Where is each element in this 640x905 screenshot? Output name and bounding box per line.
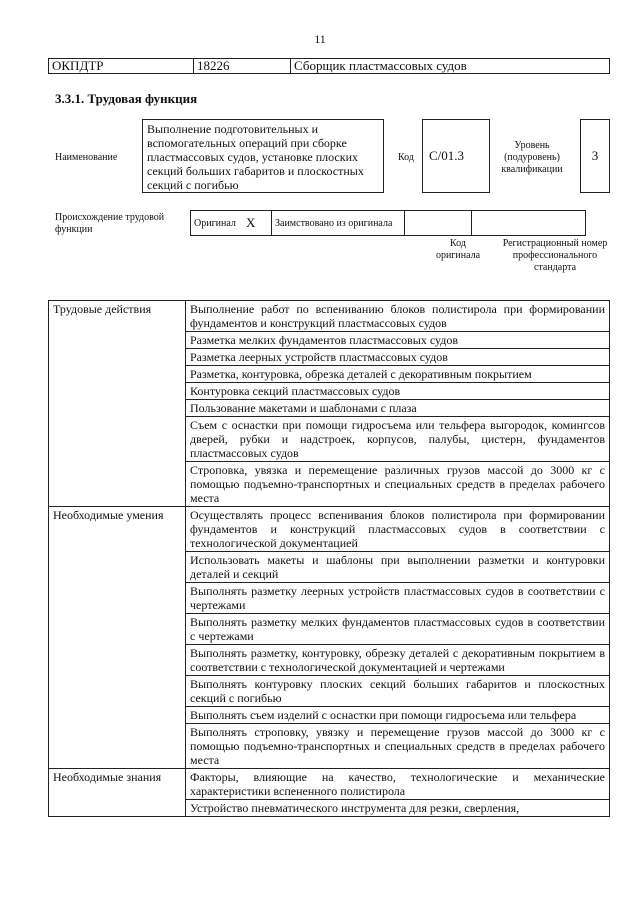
row-item: Разметка, контуровка, обрезка деталей с декоративным покрытием xyxy=(186,366,610,383)
row-item: Использовать макеты и шаблоны при выполнении разметки и контуровки деталей и секций xyxy=(186,552,610,583)
row-item: Съем с оснастки при помощи гидросъема или тельфера выгородок, комингсов дверей, рубки и надстроек, корпусов, палубы, цистерн, фундаментов пластмассовых судов xyxy=(186,417,610,462)
row-item: Выполнять разметку мелких фундаментов пластмассовых судов в соответствии с чертежами xyxy=(186,614,610,645)
kod-value: C/01.3 xyxy=(422,119,490,193)
naimenovanie-label: Наименование xyxy=(55,152,118,163)
okpdtr-table xyxy=(48,58,610,74)
row-item: Выполнять съем изделий с оснастки при помощи гидросъема или тельфера xyxy=(186,707,610,724)
table-row xyxy=(49,507,610,552)
row-item: Осуществлять процесс вспенивания блоков полистирола при формировании фундаментов и конструкций пластмассовых судов в соответствии с технологической документацией xyxy=(186,507,610,552)
row-category: Необходимые знания xyxy=(49,769,186,817)
origin-table xyxy=(190,210,586,236)
row-category: Трудовые действия xyxy=(49,301,186,507)
original-label: Оригинал xyxy=(191,211,244,236)
table-row xyxy=(49,301,610,332)
borrowed-label: Заимствовано из оригинала xyxy=(272,211,405,236)
okpdtr-label: ОКПДТР xyxy=(49,59,194,74)
reg-number-cell xyxy=(472,211,586,236)
row-item: Разметка леерных устройств пластмассовых судов xyxy=(186,349,610,366)
row-item: Выполнять разметку леерных устройств пластмассовых судов в соответствии с чертежами xyxy=(186,583,610,614)
kod-original-label: Код оригинала xyxy=(435,238,481,261)
okpdtr-title: Сборщик пластмассовых судов xyxy=(291,59,610,74)
section-title: 3.3.1. Трудовая функция xyxy=(55,91,198,106)
level-value: 3 xyxy=(580,119,610,193)
level-label: Уровень (подуровень) квалификации xyxy=(501,140,563,175)
row-item: Факторы, влияющие на качество, технологические и механические характеристики вспененного полистирола xyxy=(186,769,610,800)
page-number: 11 xyxy=(314,32,326,46)
naimenovanie-value: Выполнение подготовительных и вспомогательных операций при сборке пластмассовых судов, установке плоских секций больших габаритов и плоскостных секций с погибью xyxy=(142,119,384,193)
row-item: Контуровка секций пластмассовых судов xyxy=(186,383,610,400)
okpdtr-code: 18226 xyxy=(194,59,291,74)
origin-label: Происхождение трудовой функции xyxy=(55,212,165,235)
reg-number-label: Регистрационный номер профессионального стандарта xyxy=(502,238,608,273)
row-item: Выполнять контуровку плоских секций больших габаритов и плоскостных секций с погибью xyxy=(186,676,610,707)
row-item: Разметка мелких фундаментов пластмассовых судов xyxy=(186,332,610,349)
row-item: Пользование макетами и шаблонами с плаза xyxy=(186,400,610,417)
table-row xyxy=(49,769,610,800)
kod-original-cell xyxy=(405,211,472,236)
kod-label: Код xyxy=(398,152,414,163)
original-mark: X xyxy=(243,211,272,236)
row-category: Необходимые умения xyxy=(49,507,186,769)
row-item: Выполнять разметку, контуровку, обрезку деталей с декоративным покрытием в соответствии с технологической документацией и чертежами xyxy=(186,645,610,676)
function-table xyxy=(48,300,610,817)
row-item: Устройство пневматического инструмента для резки, сверления, xyxy=(186,800,610,817)
row-item: Выполнять строповку, увязку и перемещение грузов массой до 3000 кг с помощью подъемно-транспортных и специальных средств в пределах рабочего места xyxy=(186,724,610,769)
row-item: Выполнение работ по вспениванию блоков полистирола при формировании фундаментов и конструкций пластмассовых судов xyxy=(186,301,610,332)
row-item: Строповка, увязка и перемещение различных грузов массой до 3000 кг с помощью подъемно-транспортных и специальных средств в пределах рабочего места xyxy=(186,462,610,507)
